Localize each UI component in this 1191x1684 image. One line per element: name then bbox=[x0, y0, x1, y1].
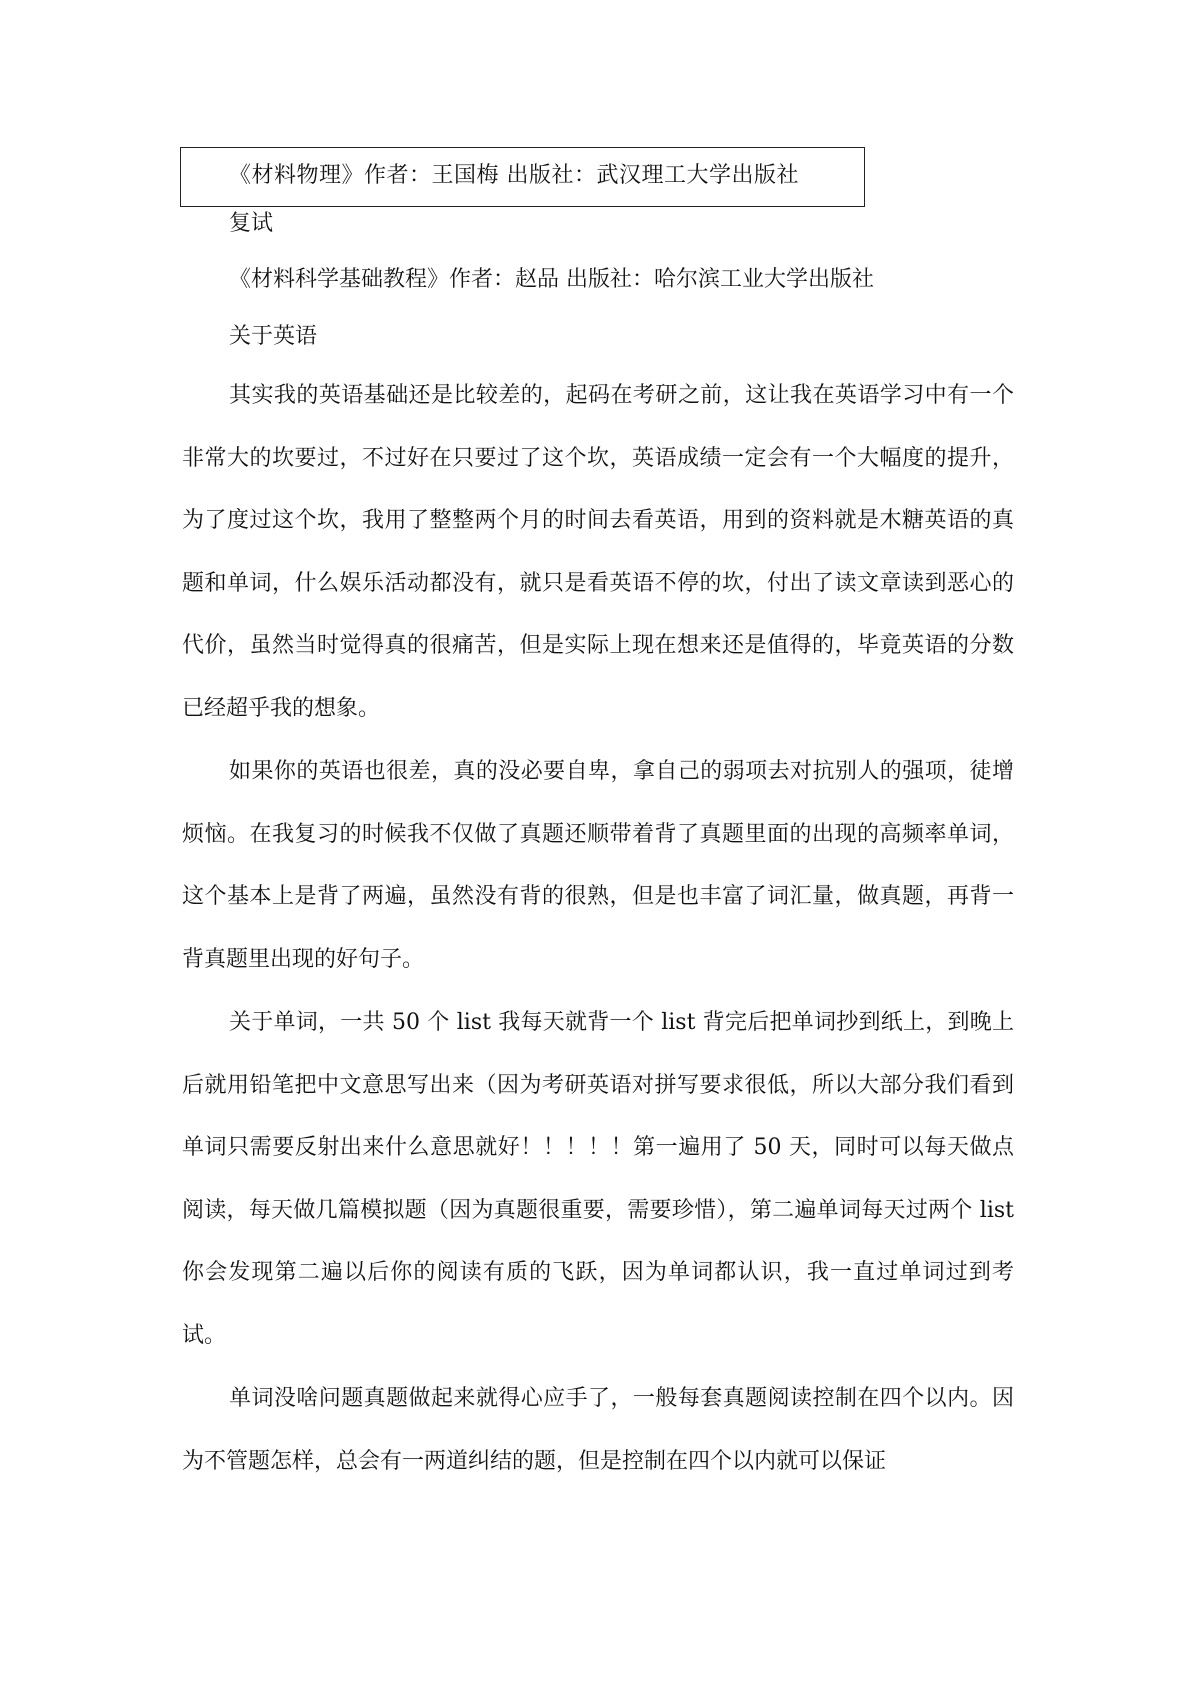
book-reference-box bbox=[180, 147, 865, 207]
paragraph-english-foundation: 其实我的英语基础还是比较差的，起码在考研之前，这让我在英语学习中有一个非常大的坎要过，不过好在只要过了这个坎，英语成绩一定会有一个大幅度的提升，为了度过这个坎，我用了整整两个月的时间去看英语，用到的资料就是木糖英语的真题和单词，什么娱乐活动都没有，就只是看英语不停的坎，付出了读文章读到恶心的代价，虽然当时觉得真的很痛苦，但是实际上现在想来还是值得的，毕竟英语的分数已经超乎我的想象。 bbox=[182, 383, 1014, 721]
retest-heading: 复试 bbox=[229, 211, 274, 236]
paragraph-reading-control: 单词没啥问题真题做起来就得心应手了，一般每套真题阅读控制在四个以内。因为不管题怎样，总会有一两道纠结的题，但是控制在四个以内就可以保证 bbox=[182, 1386, 1014, 1474]
retest-book-reference: 《材料科学基础教程》作者：赵品 出版社：哈尔滨工业大学出版社 bbox=[229, 267, 874, 292]
paragraph-vocabulary: 关于单词，一共 50 个 list 我每天就背一个 list 背完后把单词抄到纸上，到晚上后就用铅笔把中文意思写出来（因为考研英语对拼写要求很低，所以大部分我们看到单词只需要反射出来什么意思就好！！！！！第一遍用了 50 天，同时可以每天做点阅读，每天做几篇模拟题（因为真题很重要，需要珍惜），第二遍单词每天过两个 list 你会发现第二遍以后你的阅读有质的飞跃，因为单词都认识，我一直过单词过到考试。 bbox=[182, 1010, 1014, 1348]
book-reference-text: 《材料物理》作者：王国梅 出版社：武汉理工大学出版社 bbox=[229, 163, 799, 188]
paragraph-weak-english: 如果你的英语也很差，真的没必要自卑，拿自己的弱项去对抗别人的强项，徒增烦恼。在我复习的时候我不仅做了真题还顺带着背了真题里面的出现的高频率单词，这个基本上是背了两遍，虽然没有背的很熟，但是也丰富了词汇量，做真题，再背一背真题里出现的好句子。 bbox=[182, 759, 1014, 972]
english-heading: 关于英语 bbox=[229, 324, 318, 349]
